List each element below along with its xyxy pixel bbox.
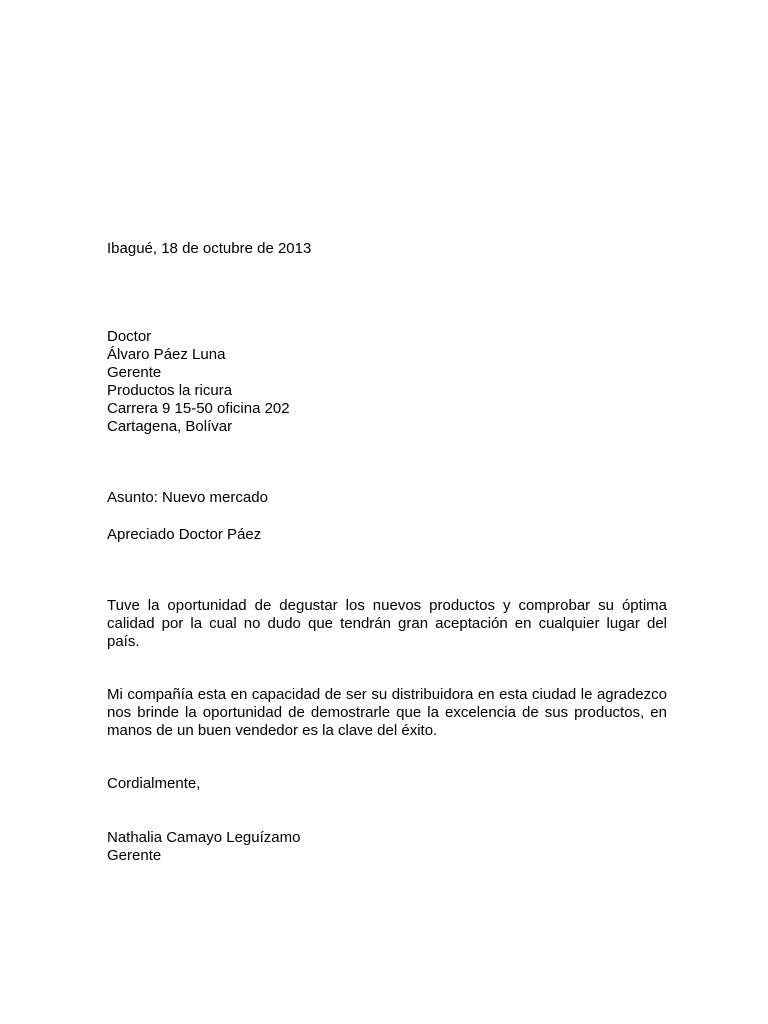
body-paragraph-1: [107, 597, 667, 651]
recipient-block: [107, 328, 290, 436]
paragraph-line: calidad por la cual no dudo que tendrán gran aceptación en cualquier lugar del: [107, 615, 667, 632]
letter-closing: Cordialmente,: [107, 775, 201, 792]
sender-name: Nathalia Camayo Leguízamo: [107, 829, 301, 846]
recipient-position: Gerente: [107, 364, 162, 381]
paragraph-line: manos de un buen vendedor es la clave del éxito.: [107, 722, 438, 739]
letter-salutation: Apreciado Doctor Páez: [107, 526, 262, 543]
sender-block: [107, 829, 300, 865]
paragraph-line: Tuve la oportunidad de degustar los nuevos productos y comprobar su óptima: [107, 597, 667, 614]
letter-subject: Asunto: Nuevo mercado: [107, 489, 268, 506]
recipient-city: Cartagena, Bolívar: [107, 418, 233, 435]
recipient-title: Doctor: [107, 328, 152, 345]
letter-date: Ibagué, 18 de octubre de 2013: [107, 240, 312, 257]
recipient-company: Productos la ricura: [107, 382, 233, 399]
recipient-address: Carrera 9 15-50 oficina 202: [107, 400, 290, 417]
paragraph-line: Mi compañía esta en capacidad de ser su distribuidora en esta ciudad le agradezco: [107, 686, 667, 703]
recipient-name: Álvaro Páez Luna: [107, 346, 226, 363]
paragraph-line: país.: [107, 633, 140, 650]
body-paragraph-2: [107, 686, 667, 740]
paragraph-line: nos brinde la oportunidad de demostrarle que la excelencia de sus productos, en: [107, 704, 667, 721]
sender-position: Gerente: [107, 847, 162, 864]
